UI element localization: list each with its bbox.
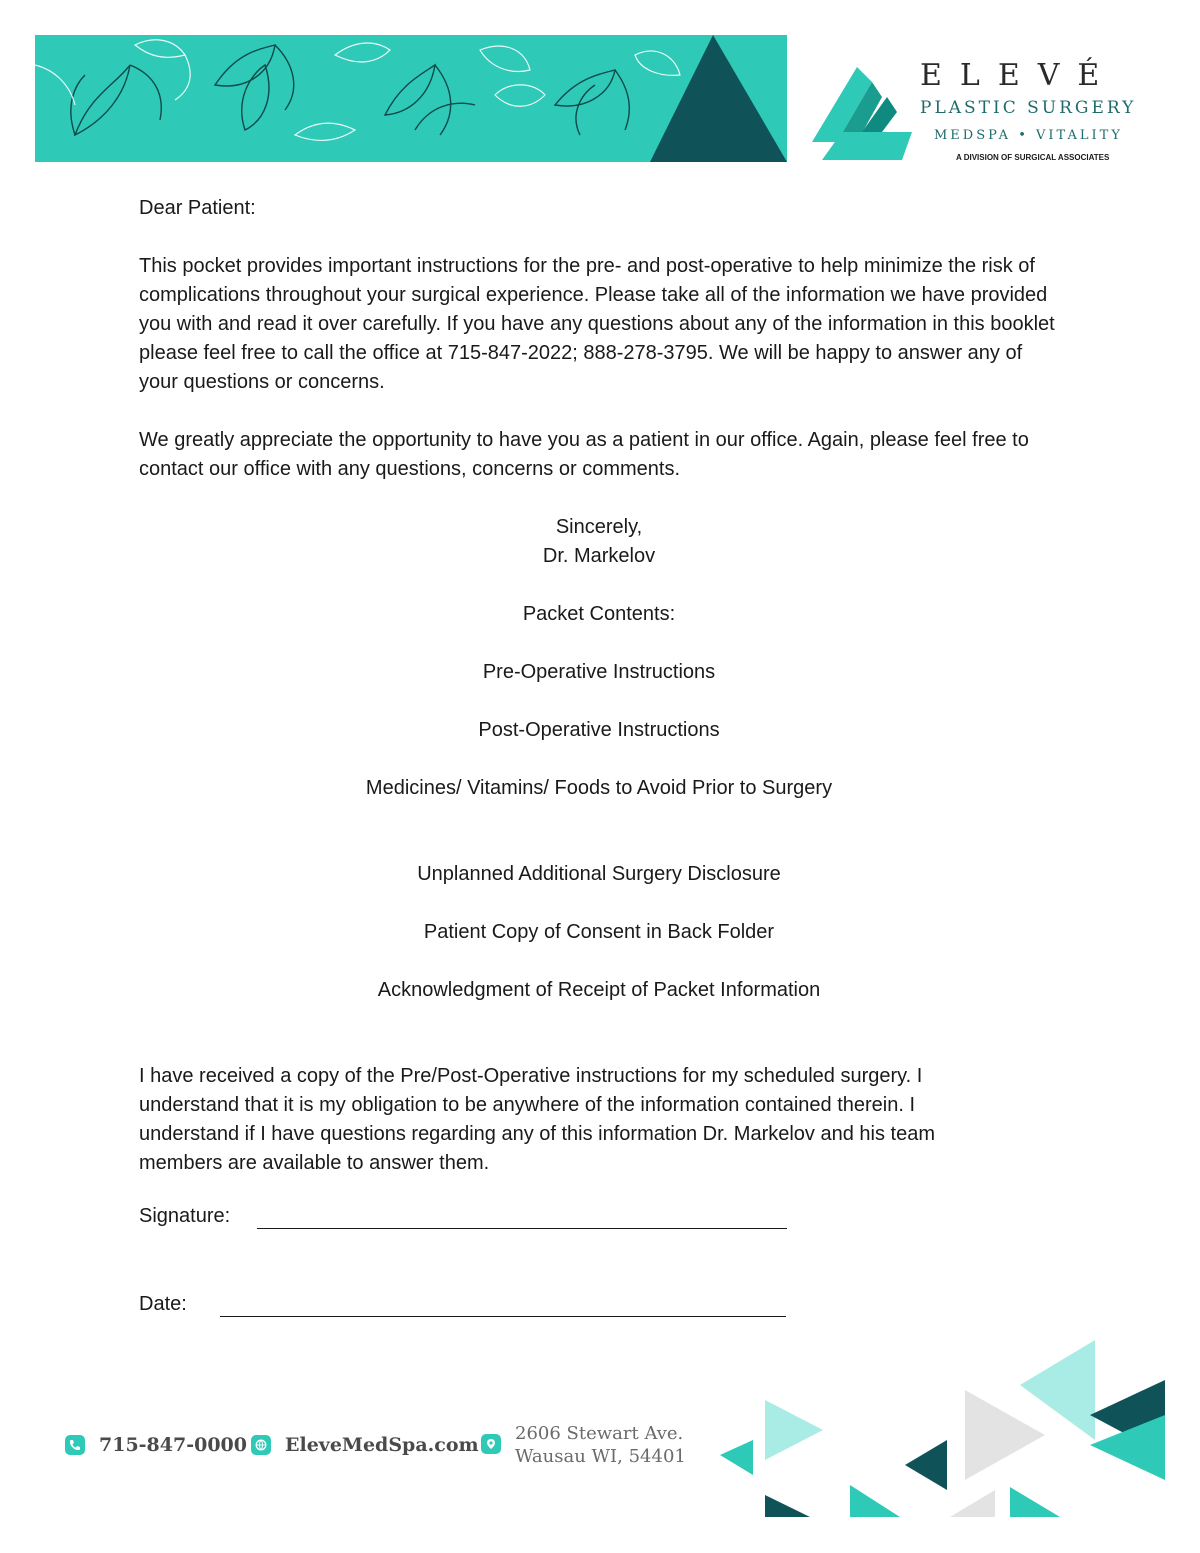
globe-icon: [251, 1435, 271, 1455]
footer-address: [481, 1422, 686, 1468]
address-line-1: 2606 Stewart Ave.: [515, 1423, 684, 1444]
appreciation-paragraph: We greatly appreciate the opportunity to have you as a patient in our office. Again, please feel free to contact our office with any questions, concerns or comments.: [139, 429, 1029, 480]
brand-line-medspa: MEDSPA • VITALITY: [934, 128, 1123, 143]
footer-phone-number[interactable]: 715-847-0000: [99, 1434, 247, 1456]
contents-item: Medicines/ Vitamins/ Foods to Avoid Prior to Surgery: [365, 777, 833, 799]
footer-phone: [65, 1434, 247, 1456]
date-line-field[interactable]: [220, 1316, 786, 1317]
acknowledgment-paragraph: I have received a copy of the Pre/Post-Operative instructions for my scheduled surgery. I understand that it is my obligation to be anywhere of the information contained therein. I understand if I have questions regarding any of this information Dr. Markelov and his team members are available to answer them.: [139, 1065, 935, 1174]
brand-line-division: A DIVISION OF SURGICAL ASSOCIATES: [956, 153, 1110, 162]
contents-item: Unplanned Additional Surgery Disclosure: [417, 863, 781, 885]
packet-contents-heading: Packet Contents:: [522, 603, 676, 625]
greeting: Dear Patient:: [139, 197, 256, 219]
header-banner: [35, 35, 787, 162]
logo-mark-icon: [812, 62, 917, 162]
decorative-triangles: [715, 1335, 1175, 1525]
address-line-2: Wausau WI, 54401: [515, 1446, 686, 1467]
letter-body: [139, 194, 1069, 1207]
date-label: Date:: [139, 1293, 187, 1315]
contents-item: Post-Operative Instructions: [478, 719, 720, 741]
footer-website-link[interactable]: EleveMedSpa.com: [285, 1434, 479, 1456]
brand-line-plastic-surgery: PLASTIC SURGERY: [920, 98, 1137, 118]
phone-icon: [65, 1435, 85, 1455]
closing: Sincerely,: [555, 516, 643, 538]
footer-website: [251, 1434, 479, 1456]
contents-item: Pre-Operative Instructions: [482, 661, 716, 683]
intro-paragraph: This pocket provides important instructions for the pre- and post-operative to help minimize the risk of complications throughout your surgical experience. Please take all of the information we have provided you with and read it over carefully. If you have any questions about any of the information in this booklet please feel free to call the office at 715-847-2022; 888-278-3795. We will be happy to answer any of your questions or concerns.: [139, 255, 1055, 393]
location-pin-icon: [481, 1434, 501, 1454]
contents-item: Acknowledgment of Receipt of Packet Information: [377, 979, 821, 1001]
brand-name: ELEVÉ: [920, 58, 1118, 93]
signature-label: Signature:: [139, 1205, 231, 1227]
signature-line-field[interactable]: [257, 1228, 787, 1229]
signer-name: Dr. Markelov: [542, 545, 656, 567]
contents-item: Patient Copy of Consent in Back Folder: [423, 921, 775, 943]
